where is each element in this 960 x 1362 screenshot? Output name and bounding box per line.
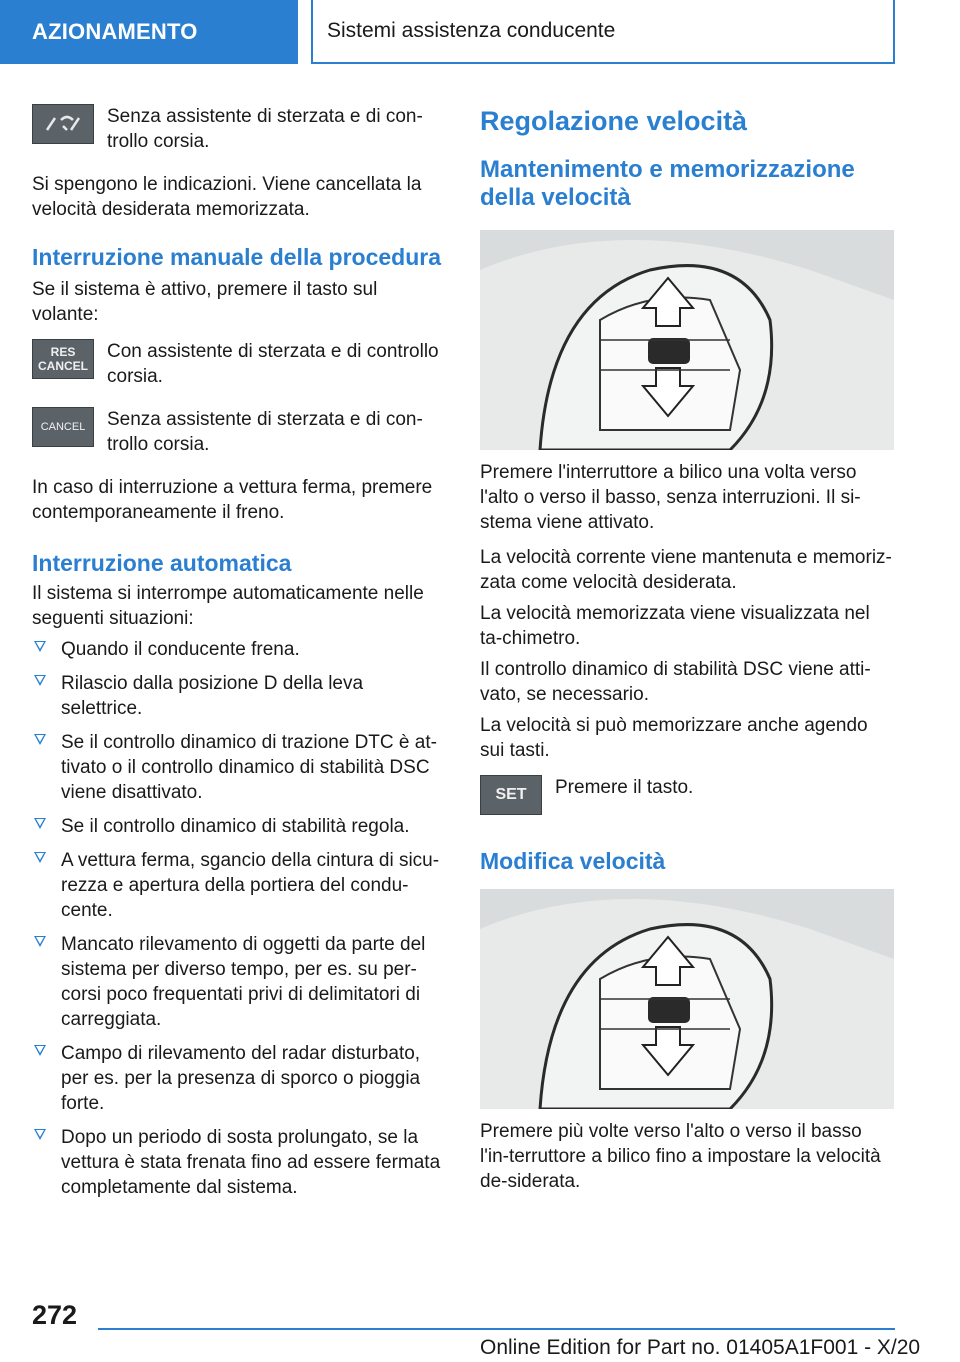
set-text: Premere il tasto.: [555, 777, 694, 798]
section-tab: [0, 0, 298, 64]
list-item-text: Dopo un periodo di sosta prolungato, se la vettura è stata frenata fino ad essere fermata completamente dal sistema.: [61, 1127, 441, 1198]
page-number: 272: [32, 1300, 78, 1330]
buttons-text: La velocità si può memorizzare anche agendo sui tasti.: [480, 715, 868, 761]
icon-row-set: [480, 775, 895, 815]
icon-row-cancel: [32, 407, 448, 457]
set-button-label: SET: [495, 786, 527, 803]
list-item: [32, 932, 448, 1032]
triangle-bullet-icon: [34, 852, 46, 863]
current-speed-text: La velocità corrente viene mantenuta e memoriz-zata come velocità desiderata.: [480, 547, 892, 593]
list-item-text: Mancato rilevamento di oggetti da parte del sistema per diverso tempo, per es. su per-corsi poco frequentati privi di delimitatori di carreggiata.: [61, 934, 426, 1030]
icon-row-res-cancel: [32, 339, 448, 389]
list-item-text: Quando il conducente frena.: [61, 639, 300, 660]
list-item-text: A vettura ferma, sgancio della cintura di sicu-rezza e apertura della portiera del condu-cente.: [61, 850, 440, 921]
change-speed-text: Premere più volte verso l'alto o verso il basso l'in-terruttore a bilico fino a impostare la velocità de-siderata.: [480, 1121, 881, 1192]
maintain-speed-heading: Mantenimento e memorizzazione della velocità: [480, 156, 855, 211]
list-item: [32, 848, 448, 923]
list-item-text: Rilascio dalla posizione D della leva selettrice.: [61, 673, 364, 719]
triangle-bullet-icon: [34, 936, 46, 947]
right-column: [480, 104, 895, 1194]
speedometer-text: La velocità memorizzata viene visualizzata nel ta-chimetro.: [480, 603, 870, 649]
cancel-button-icon: [32, 407, 94, 447]
list-item: [32, 814, 448, 839]
triangle-bullet-icon: [34, 818, 46, 829]
res-cancel-text: Con assistente di sterzata e di controllo corsia.: [107, 341, 439, 387]
manual-interrupt-heading: Interruzione manuale della procedura: [32, 244, 441, 270]
footer-divider: [98, 1328, 895, 1330]
list-item: [32, 1041, 448, 1116]
list-item-text: Campo di rilevamento del radar disturbato, per es. per la presenza di sporco o pioggia forte.: [61, 1043, 421, 1114]
list-item: [32, 671, 448, 721]
triangle-bullet-icon: [34, 675, 46, 686]
automatic-interrupt-text: Il sistema si interrompe automaticamente nelle seguenti situazioni:: [32, 583, 424, 629]
list-item: [32, 730, 448, 805]
cancel-text: Senza assistente di sterzata e di con-trollo corsia.: [107, 409, 423, 455]
edition-footer: Online Edition for Part no. 01405A1F001 - X/20: [480, 1336, 921, 1359]
cancel-button-label: CANCEL: [40, 421, 86, 433]
list-item: [32, 1125, 448, 1200]
rocker-press-text: Premere l'interruttore a bilico una volta verso l'alto o verso il basso, senza interruzioni. Il si-stema viene attivato.: [480, 462, 861, 533]
list-item-text: Se il controllo dinamico di trazione DTC è at-tivato o il controllo dinamico di stabilità DSC viene disattivato.: [61, 732, 437, 803]
cancel-label: CANCEL: [38, 359, 88, 373]
left-column: [32, 104, 448, 1209]
steering-assist-icon: [32, 104, 94, 144]
indicators-paragraph: Si spengono le indicazioni. Viene cancellata la velocità desiderata memorizzata.: [32, 174, 422, 220]
triangle-bullet-icon: [34, 734, 46, 745]
steering-wheel-rocker-photo: [480, 230, 894, 450]
res-label: RES: [50, 345, 76, 359]
triangle-bullet-icon: [34, 1129, 46, 1140]
triangle-bullet-icon: [34, 641, 46, 652]
section-title: AZIONAMENTO: [32, 19, 198, 44]
automatic-interrupt-heading: Interruzione automatica: [32, 550, 292, 576]
stopped-interrupt-text: In caso di interruzione a vettura ferma, premere contemporaneamente il freno.: [32, 477, 433, 523]
chapter-header: [311, 0, 895, 64]
list-item: [32, 637, 448, 662]
speed-regulation-heading: Regolazione velocità: [480, 106, 748, 136]
change-speed-heading: Modifica velocità: [480, 848, 666, 874]
lane-off-text: Senza assistente di sterzata e di con-trollo corsia.: [107, 106, 423, 152]
icon-row-lane-off: [32, 104, 448, 154]
set-button-icon: [480, 775, 542, 815]
chapter-title: Sistemi assistenza conducente: [327, 19, 616, 42]
triangle-bullet-icon: [34, 1045, 46, 1056]
dsc-text: Il controllo dinamico di stabilità DSC viene atti-vato, se necessario.: [480, 659, 871, 705]
interrupt-conditions-list: [32, 637, 448, 1200]
list-item-text: Se il controllo dinamico di stabilità regola.: [61, 816, 410, 837]
manual-interrupt-text: Se il sistema è attivo, premere il tasto sul volante:: [32, 279, 378, 325]
steering-wheel-rocker-photo-2: [480, 889, 894, 1109]
res-cancel-button-icon: [32, 339, 94, 379]
